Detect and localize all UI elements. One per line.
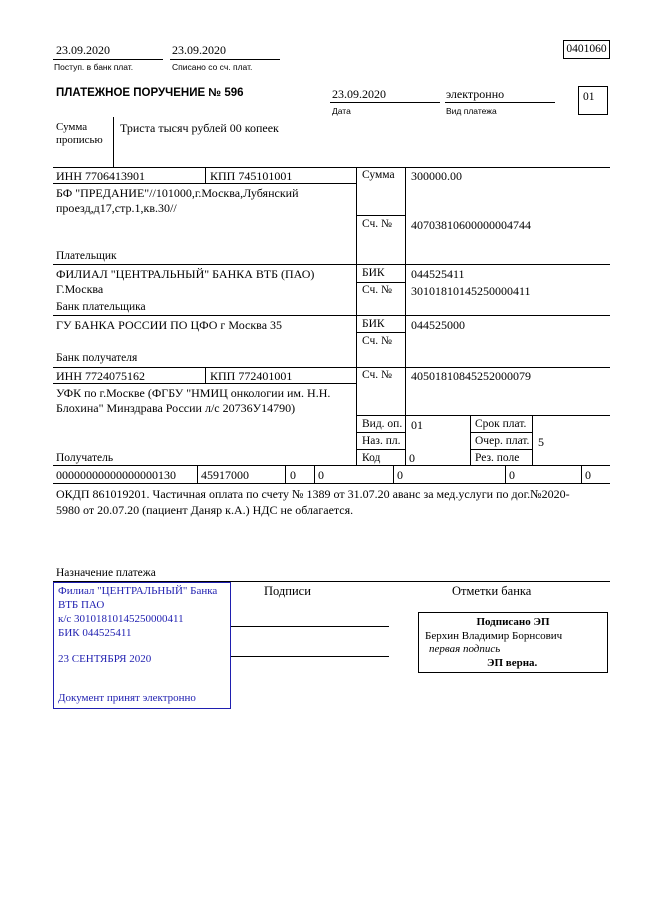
stamp-line3: к/с 30101810145250000411 — [58, 613, 184, 625]
tax-field-2: 0 — [318, 468, 324, 482]
tax-field-3: 0 — [397, 468, 403, 482]
payee-bank-name: ГУ БАНКА РОССИИ ПО ЦФО г Москва 35 — [56, 318, 283, 332]
bik-line-1 — [356, 282, 405, 283]
op-type: 01 — [411, 418, 423, 432]
signer-role: первая подпись — [429, 643, 501, 655]
bank-marks-label: Отметки банка — [452, 584, 532, 598]
payment-type-label: Вид платежа — [446, 106, 497, 116]
debited-date: 23.09.2020 — [172, 43, 226, 57]
bik-line-2 — [356, 332, 405, 333]
sum-value: 300000.00 — [411, 169, 462, 183]
payer-label: Плательщик — [56, 250, 117, 262]
payee-kpp: КПП 772401001 — [210, 369, 293, 383]
debited-label: Списано со сч. плат. — [172, 62, 253, 72]
payee-name-line2: Блохина" Минздрава России л/с 20736У14790) — [56, 401, 296, 415]
grid-vline-470 — [470, 415, 471, 465]
form-code: 0401060 — [563, 40, 610, 59]
payer-bank-name-line2: Г.Москва — [56, 282, 104, 296]
stamp-line1: Филиал "ЦЕНТРАЛЬНЫЙ" Банка — [58, 585, 218, 597]
row-line-315 — [53, 315, 610, 316]
payer-bank-name-line1: ФИЛИАЛ "ЦЕНТРАЛЬНЫЙ" БАНКА ВТБ (ПАО) — [56, 267, 315, 281]
payment-type-underline — [445, 102, 555, 103]
tax-oktmo: 45917000 — [201, 468, 249, 482]
tax-vline-4 — [393, 465, 394, 483]
payee-label: Получатель — [56, 452, 114, 464]
debited-underline — [170, 59, 280, 60]
grid-vline-356 — [356, 167, 357, 465]
payer-kpp: КПП 745101001 — [210, 169, 293, 183]
purpose-line1: ОКДП 861019201. Частичная оплата по счету № 1389 от 31.07.20 аванс за мед.услуги по дог.№2020- — [56, 487, 570, 501]
payer-account: 40703810600000004744 — [411, 218, 531, 232]
payment-type: электронно — [446, 87, 505, 101]
grid-vline-payer-kpp — [205, 167, 206, 183]
payer-bank-label: Банк плательщика — [56, 301, 146, 313]
bank-stamp — [53, 582, 231, 709]
payee-account-label: Сч. № — [362, 369, 393, 381]
payee-account: 40501810845252000079 — [411, 369, 531, 383]
amount-words-value: Триста тысяч рублей 00 копеек — [120, 121, 279, 135]
payer-name — [56, 186, 299, 216]
reserve-label: Рез. поле — [475, 452, 520, 464]
row-line-432b — [470, 432, 532, 433]
payer-account-label: Сч. № — [362, 218, 393, 230]
sum-label: Сумма — [362, 169, 395, 181]
payer-sum-line — [356, 215, 405, 216]
code-label: Код — [362, 452, 381, 464]
order-date-underline — [330, 102, 440, 103]
payer-bank-name — [56, 267, 314, 297]
grid-vline-532 — [532, 415, 533, 465]
payer-bank-account-label: Сч. № — [362, 284, 393, 296]
amount-words-label — [56, 121, 103, 147]
amount-words-label-1: Сумма — [56, 121, 88, 133]
order-title: ПЛАТЕЖНОЕ ПОРУЧЕНИЕ № 596 — [56, 87, 244, 99]
signature-line-1 — [231, 626, 389, 627]
amount-words-label-2: прописью — [56, 134, 103, 146]
op-type-label: Вид. оп. — [362, 418, 403, 430]
stamp-line4: БИК 044525411 — [58, 627, 132, 639]
tax-kbk: 00000000000000000130 — [56, 468, 176, 482]
status-code: 01 — [578, 86, 608, 115]
signed-label: Подписано ЭП — [476, 616, 550, 628]
row-line-449a — [356, 449, 405, 450]
order-date-label: Дата — [332, 106, 351, 116]
tax-vline-5 — [505, 465, 506, 483]
row-line-483 — [53, 483, 610, 484]
received-underline — [53, 59, 163, 60]
tax-field-5: 0 — [585, 468, 591, 482]
code-value: 0 — [409, 451, 415, 465]
queue-label: Очер. плат. — [475, 435, 530, 447]
payer-name-line1: БФ "ПРЕДАНИЕ"//101000,г.Москва,Лубянский — [56, 186, 299, 200]
row-line-449b — [470, 449, 532, 450]
signature-line-2 — [231, 656, 389, 657]
payer-bank-account: 30101810145250000411 — [411, 284, 531, 298]
received-label: Поступ. в банк плат. — [54, 62, 134, 72]
term-label: Срок плат. — [475, 418, 527, 430]
payee-name-line1: УФК по г.Москве (ФГБУ "НМИЦ онкологии им. Н.Н. — [56, 386, 331, 400]
verified-label: ЭП верна. — [487, 657, 538, 669]
purpose-text — [56, 486, 610, 518]
tax-vline-1 — [197, 465, 198, 483]
payee-bank-label: Банк получателя — [56, 352, 138, 364]
grid-vline-payee-kpp — [205, 367, 206, 383]
payee-inn: ИНН 7724075162 — [56, 369, 145, 383]
row-line-415 — [356, 415, 610, 416]
queue-value: 5 — [538, 435, 544, 449]
payee-bank-bik-label: БИК — [362, 318, 385, 330]
payee-bank-account-label: Сч. № — [362, 335, 393, 347]
payer-bank-bik-label: БИК — [362, 267, 385, 279]
stamp-date: 23 СЕНТЯБРЯ 2020 — [58, 653, 152, 665]
amount-words-divider — [113, 117, 114, 167]
row-line-465 — [53, 465, 610, 466]
row-line-264 — [53, 264, 610, 265]
received-date: 23.09.2020 — [56, 43, 110, 57]
tax-vline-6 — [581, 465, 582, 483]
payer-name-line2: проезд,д17,стр.1,кв.30// — [56, 201, 177, 215]
stamp-footer: Документ принят электронно — [58, 692, 196, 704]
signatures-label: Подписи — [264, 584, 311, 598]
grid-vline-405 — [405, 167, 406, 465]
tax-field-4: 0 — [509, 468, 515, 482]
payer-inn: ИНН 7706413901 — [56, 169, 145, 183]
row-line-432a — [356, 432, 405, 433]
stamp-line2: ВТБ ПАО — [58, 599, 105, 611]
order-date: 23.09.2020 — [332, 87, 386, 101]
tax-vline-2 — [285, 465, 286, 483]
purpose-code-label: Наз. пл. — [362, 435, 401, 447]
bank-signature-box — [418, 612, 608, 673]
tax-field-1: 0 — [290, 468, 296, 482]
purpose-label: Назначение платежа — [56, 567, 156, 579]
payer-bank-bik: 044525411 — [411, 267, 465, 281]
payee-name — [56, 386, 330, 416]
row-line-167 — [53, 167, 610, 168]
tax-vline-3 — [314, 465, 315, 483]
row-line-367 — [53, 367, 610, 368]
payee-bank-bik: 044525000 — [411, 318, 465, 332]
signer-name: Берхин Владимир Борнсович — [425, 630, 563, 642]
purpose-line2: 5980 от 20.07.20 (пациент Даняр к.А.) НДС не облагается. — [56, 503, 354, 517]
